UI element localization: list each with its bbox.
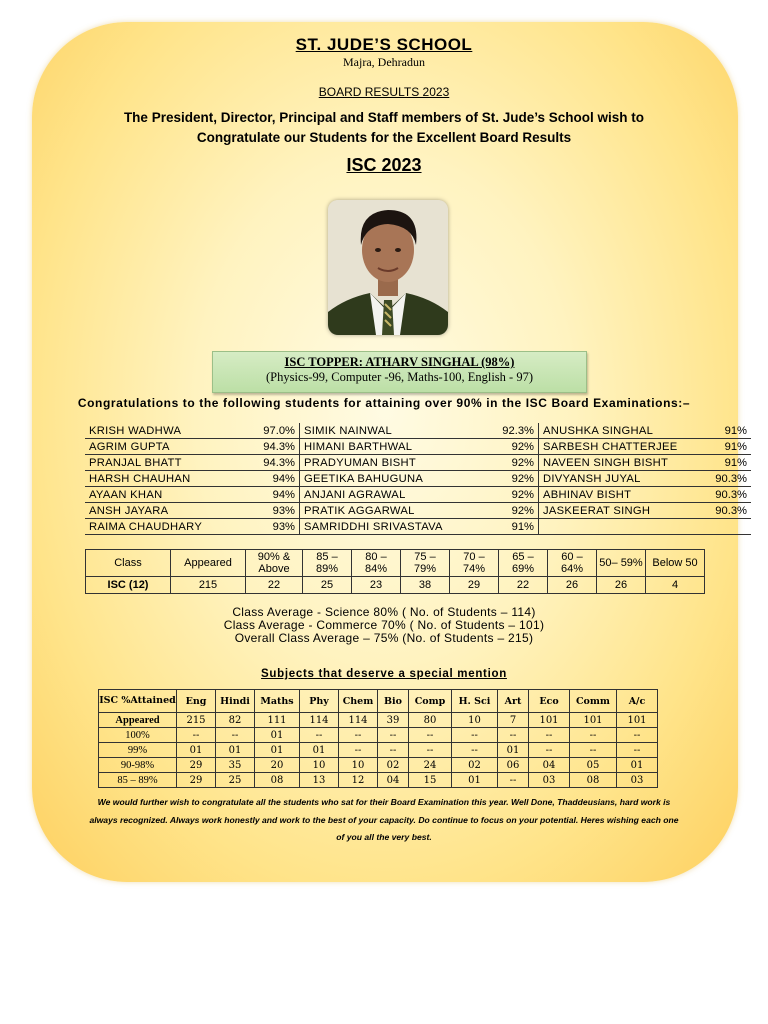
- subject-header-cell: Bio: [378, 690, 409, 713]
- subjects-value-cell: 01: [300, 743, 339, 758]
- subjects-value-cell: --: [498, 773, 529, 788]
- student-row: [85, 503, 751, 519]
- subjects-table: [98, 689, 658, 788]
- student-name: RAIMA CHAUDHARY: [85, 519, 253, 535]
- subjects-value-cell: --: [216, 728, 255, 743]
- student-name: AGRIM GUPTA: [85, 439, 253, 455]
- commerce-average: Class Average - Commerce 70% ( No. of Students – 101): [223, 618, 545, 632]
- student-percentage: 94%: [253, 471, 300, 487]
- stats-header-cell: 70 – 74%: [450, 550, 499, 577]
- stats-header-cell: Below 50: [646, 550, 705, 577]
- subjects-value-cell: 01: [498, 743, 529, 758]
- congrats-text: Congratulations to the following students for attaining over 90% in the ISC Board Examinations:–: [77, 396, 691, 410]
- subjects-value-cell: 24: [409, 758, 452, 773]
- subjects-value-cell: 29: [177, 758, 216, 773]
- science-average: Class Average - Science 80% ( No. of Students – 114): [232, 605, 536, 619]
- student-percentage: 93%: [253, 503, 300, 519]
- subjects-value-cell: 114: [300, 713, 339, 728]
- subjects-value-cell: --: [498, 728, 529, 743]
- student-name: PRATIK AGGARWAL: [300, 503, 479, 519]
- student-percentage: 92%: [478, 455, 539, 471]
- subjects-row-label: Appeared: [99, 713, 177, 728]
- stats-value-cell: 26: [597, 577, 646, 594]
- subjects-row-label: 85 – 89%: [99, 773, 177, 788]
- student-percentage: 91%: [478, 519, 539, 535]
- subjects-value-cell: 7: [498, 713, 529, 728]
- stats-value-cell: ISC (12): [86, 577, 171, 594]
- subjects-value-cell: 01: [255, 728, 300, 743]
- subjects-value-cell: 01: [255, 743, 300, 758]
- subjects-value-cell: 10: [300, 758, 339, 773]
- student-percentage: 92%: [478, 487, 539, 503]
- stats-header-cell: 60 – 64%: [548, 550, 597, 577]
- student-percentage: 94.3%: [253, 455, 300, 471]
- subjects-value-cell: 03: [529, 773, 570, 788]
- subjects-value-cell: 215: [177, 713, 216, 728]
- subjects-value-cell: --: [339, 743, 378, 758]
- student-percentage: 91%: [701, 423, 751, 439]
- subjects-value-cell: 111: [255, 713, 300, 728]
- subjects-value-cell: 114: [339, 713, 378, 728]
- student-name: PRADYUMAN BISHT: [300, 455, 479, 471]
- subjects-value-cell: --: [570, 728, 617, 743]
- subject-header-cell: Chem: [339, 690, 378, 713]
- subjects-value-cell: --: [177, 728, 216, 743]
- student-row: [85, 423, 751, 439]
- subjects-value-cell: --: [452, 728, 498, 743]
- closing-line-3: of you all the very best.: [336, 832, 432, 842]
- student-percentage: 92%: [478, 439, 539, 455]
- subjects-value-cell: 29: [177, 773, 216, 788]
- student-name: ANJANI AGRAWAL: [300, 487, 479, 503]
- subjects-value-cell: 02: [378, 758, 409, 773]
- stats-header-cell: 90% & Above: [246, 550, 303, 577]
- subjects-value-cell: --: [339, 728, 378, 743]
- school-name: ST. JUDE’S SCHOOL: [295, 35, 473, 54]
- subjects-value-cell: --: [617, 743, 658, 758]
- greeting-line-2: Congratulate our Students for the Excellent Board Results: [196, 130, 572, 145]
- subjects-value-cell: 82: [216, 713, 255, 728]
- student-name: DIVYANSH JUYAL: [539, 471, 702, 487]
- subjects-label-header: ISC %Attained: [99, 690, 177, 713]
- stats-header-cell: 65 – 69%: [499, 550, 548, 577]
- greeting-line-1: The President, Director, Principal and Staff members of St. Jude’s School wish to: [123, 110, 645, 125]
- subject-header-cell: Hindi: [216, 690, 255, 713]
- stats-value-cell: 4: [646, 577, 705, 594]
- student-percentage: 92%: [478, 471, 539, 487]
- subjects-value-cell: 39: [378, 713, 409, 728]
- subjects-value-cell: 101: [529, 713, 570, 728]
- stats-value-cell: 26: [548, 577, 597, 594]
- subjects-value-cell: 01: [177, 743, 216, 758]
- student-row: [85, 455, 751, 471]
- subjects-value-cell: 15: [409, 773, 452, 788]
- subjects-row: [99, 773, 658, 788]
- subjects-value-cell: 04: [378, 773, 409, 788]
- stats-header-cell: Appeared: [171, 550, 246, 577]
- student-portrait-icon: [328, 200, 448, 335]
- student-percentage: 97.0%: [253, 423, 300, 439]
- subjects-row: [99, 758, 658, 773]
- subjects-value-cell: 12: [339, 773, 378, 788]
- student-percentage: 91%: [701, 439, 751, 455]
- stats-value-cell: 38: [401, 577, 450, 594]
- student-name: PRANJAL BHATT: [85, 455, 253, 471]
- subject-header-cell: Maths: [255, 690, 300, 713]
- stats-value-cell: 215: [171, 577, 246, 594]
- student-name: HARSH CHAUHAN: [85, 471, 253, 487]
- students-table: [85, 423, 751, 535]
- stats-value-cell: 25: [303, 577, 352, 594]
- subjects-row-label: 90-98%: [99, 758, 177, 773]
- subjects-value-cell: 25: [216, 773, 255, 788]
- subjects-value-cell: 01: [216, 743, 255, 758]
- subjects-value-cell: 01: [617, 758, 658, 773]
- subjects-value-cell: --: [617, 728, 658, 743]
- subjects-value-cell: 13: [300, 773, 339, 788]
- subject-header-cell: Comp: [409, 690, 452, 713]
- student-name: ANSH JAYARA: [85, 503, 253, 519]
- student-name: GEETIKA BAHUGUNA: [300, 471, 479, 487]
- subjects-value-cell: 04: [529, 758, 570, 773]
- subjects-value-cell: 20: [255, 758, 300, 773]
- student-percentage: 91%: [701, 455, 751, 471]
- subjects-value-cell: --: [300, 728, 339, 743]
- subjects-value-cell: 08: [255, 773, 300, 788]
- isc-title: ISC 2023: [346, 155, 422, 175]
- subjects-row: [99, 743, 658, 758]
- student-percentage: 94%: [253, 487, 300, 503]
- subject-header-cell: Eng: [177, 690, 216, 713]
- subjects-value-cell: --: [378, 728, 409, 743]
- subject-header-cell: H. Sci: [452, 690, 498, 713]
- student-name: [539, 519, 702, 535]
- school-location: Majra, Dehradun: [343, 55, 425, 69]
- student-percentage: 90.3%: [701, 471, 751, 487]
- student-name: AYAAN KHAN: [85, 487, 253, 503]
- stats-header-cell: 85 – 89%: [303, 550, 352, 577]
- student-percentage: 92.3%: [478, 423, 539, 439]
- student-row: [85, 471, 751, 487]
- stats-header-cell: 75 – 79%: [401, 550, 450, 577]
- stats-value-cell: 23: [352, 577, 401, 594]
- subjects-value-cell: --: [529, 743, 570, 758]
- student-name: SARBESH CHATTERJEE: [539, 439, 702, 455]
- student-name: KRISH WADHWA: [85, 423, 253, 439]
- student-name: NAVEEN SINGH BISHT: [539, 455, 702, 471]
- student-name: HIMANI BARTHWAL: [300, 439, 479, 455]
- subjects-value-cell: --: [452, 743, 498, 758]
- subjects-value-cell: --: [529, 728, 570, 743]
- subjects-value-cell: 10: [452, 713, 498, 728]
- student-percentage: [701, 519, 751, 535]
- subjects-row-label: 99%: [99, 743, 177, 758]
- subjects-row: [99, 713, 658, 728]
- subjects-value-cell: 101: [570, 713, 617, 728]
- stats-header-cell: 80 – 84%: [352, 550, 401, 577]
- subject-header-cell: Comm: [570, 690, 617, 713]
- student-name: SAMRIDDHI SRIVASTAVA: [300, 519, 479, 535]
- closing-line-2: always recognized. Always work honestly and work to the best of your capacity. Do continue to focus on your potential. Heres wishing each one: [89, 815, 679, 825]
- student-name: ABHINAV BISHT: [539, 487, 702, 503]
- subjects-value-cell: --: [409, 743, 452, 758]
- student-percentage: 93%: [253, 519, 300, 535]
- subjects-value-cell: 05: [570, 758, 617, 773]
- subject-header-cell: A/c: [617, 690, 658, 713]
- subjects-value-cell: 10: [339, 758, 378, 773]
- stats-header-cell: Class: [86, 550, 171, 577]
- topper-name: ISC TOPPER: ATHARV SINGHAL (98%): [284, 355, 515, 369]
- student-percentage: 94.3%: [253, 439, 300, 455]
- student-row: [85, 439, 751, 455]
- subjects-value-cell: --: [570, 743, 617, 758]
- stats-value-cell: 29: [450, 577, 499, 594]
- subjects-value-cell: --: [378, 743, 409, 758]
- subject-header-cell: Eco: [529, 690, 570, 713]
- student-percentage: 90.3%: [701, 487, 751, 503]
- subjects-value-cell: 01: [452, 773, 498, 788]
- subjects-row-label: 100%: [99, 728, 177, 743]
- subjects-value-cell: 03: [617, 773, 658, 788]
- board-results-title: BOARD RESULTS 2023: [318, 85, 450, 99]
- subjects-heading: Subjects that deserve a special mention: [261, 668, 507, 680]
- student-percentage: 90.3%: [701, 503, 751, 519]
- subjects-value-cell: 101: [617, 713, 658, 728]
- subject-header-cell: Phy: [300, 690, 339, 713]
- student-name: SIMIK NAINWAL: [300, 423, 479, 439]
- closing-line-1: We would further wish to congratulate all the students who sat for their Board Examination this year. Well Done, Thaddeusians, hard work is: [97, 797, 671, 807]
- student-percentage: 92%: [478, 503, 539, 519]
- results-stats-table: [85, 549, 705, 594]
- student-row: [85, 519, 751, 535]
- subjects-value-cell: 08: [570, 773, 617, 788]
- subjects-value-cell: 02: [452, 758, 498, 773]
- student-name: JASKEERAT SINGH: [539, 503, 702, 519]
- student-name: ANUSHKA SINGHAL: [539, 423, 702, 439]
- subjects-row: [99, 728, 658, 743]
- subjects-value-cell: 35: [216, 758, 255, 773]
- overall-average: Overall Class Average – 75% (No. of Students – 215): [234, 631, 534, 645]
- subjects-value-cell: --: [409, 728, 452, 743]
- student-row: [85, 487, 751, 503]
- subjects-header-row: [99, 690, 658, 713]
- stats-header-cell: 50– 59%: [597, 550, 646, 577]
- subjects-value-cell: 06: [498, 758, 529, 773]
- topper-box: [212, 351, 587, 393]
- stats-value-cell: 22: [246, 577, 303, 594]
- stats-value-cell: 22: [499, 577, 548, 594]
- topper-marks: (Physics-99, Computer -96, Maths-100, English - 97): [266, 370, 533, 384]
- subjects-value-cell: 80: [409, 713, 452, 728]
- subject-header-cell: Art: [498, 690, 529, 713]
